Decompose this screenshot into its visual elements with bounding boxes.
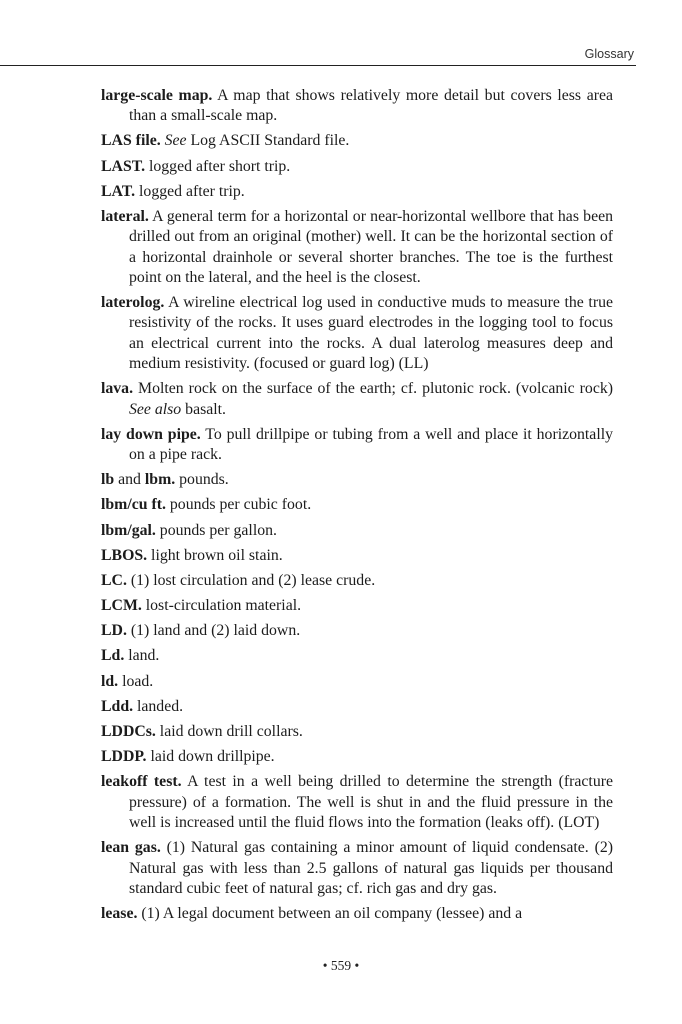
entry-definition: land.: [124, 647, 160, 665]
entry-term: ld.: [101, 672, 119, 690]
glossary-entry: [101, 571, 613, 591]
glossary-entry: [101, 521, 613, 541]
entry-definition: logged after short trip.: [145, 157, 291, 175]
entry-term: LAT.: [101, 182, 136, 200]
glossary-entry: [101, 182, 613, 202]
entry-definition: pounds per gallon.: [155, 521, 277, 539]
entry-definition: (1) Natural gas containing a minor amount of liquid condensate. (2) Natural gas with less than 2.5 gallons of natural gas liquids per thousand standard cubic feet of natural gas; cf. rich gas and dry gas.: [129, 839, 613, 897]
entry-definition: A map that shows relatively more detail but covers less area than a small-scale map.: [129, 87, 613, 125]
glossary-entry: [101, 646, 613, 666]
entry-definition: laid down drill collars.: [155, 723, 303, 741]
glossary-entry: [101, 772, 613, 833]
entry-definition: (1) land and (2) laid down.: [126, 622, 301, 640]
entry-term: lay down pipe.: [101, 425, 201, 443]
entry-definition: load.: [118, 672, 154, 690]
cross-reference-label: See: [164, 132, 187, 150]
entry-term: Ld.: [101, 647, 125, 665]
entry-definition: pounds per cubic foot.: [165, 496, 312, 514]
entry-term: large-scale map.: [101, 87, 213, 104]
entry-term: lease.: [101, 904, 138, 922]
entry-term: LAST.: [101, 157, 146, 175]
glossary-entry: [101, 293, 613, 374]
entry-definition: light brown oil stain.: [147, 546, 283, 564]
header-rule: [0, 65, 636, 66]
glossary-entry: [101, 596, 613, 616]
entry-term: LD.: [101, 622, 127, 640]
header-section-title: Glossary: [584, 47, 634, 61]
entry-term: LAS file.: [101, 132, 161, 150]
entry-term: leakoff test.: [101, 773, 182, 791]
entry-term: lean gas.: [101, 839, 161, 857]
entry-definition: landed.: [133, 697, 184, 715]
entry-term: lava.: [101, 380, 134, 398]
glossary-entry: [101, 157, 613, 177]
entry-definition: and: [114, 471, 145, 489]
entry-term: lbm/gal.: [101, 521, 156, 539]
glossary-entry: [101, 672, 613, 692]
entry-definition: (1) A legal document between an oil company (lessee) and a: [137, 904, 523, 922]
glossary-entry: [101, 86, 613, 127]
glossary-entry: [101, 747, 613, 767]
entry-term: Ldd.: [101, 697, 134, 715]
glossary-entry: [101, 838, 613, 899]
entry-term: lbm/cu ft.: [101, 496, 166, 514]
entry-term: lbm.: [144, 471, 176, 489]
glossary-entry: [101, 722, 613, 742]
glossary-entry: [101, 495, 613, 515]
glossary-entry: [101, 621, 613, 641]
entry-definition: Molten rock on the surface of the earth; cf. plutonic rock. (volcanic rock): [133, 380, 613, 398]
glossary-entry: [101, 904, 613, 924]
entry-definition: A wireline electrical log used in conductive muds to measure the true resistivity of the rocks. It uses guard electrodes in the logging tool to focus an electrical current into the rocks. A dual laterolog measures deep and medium resistivity. (focused or guard log) (LL): [129, 294, 613, 373]
glossary-entry: [101, 379, 613, 420]
entry-term: LBOS.: [101, 546, 148, 564]
entry-definition: basalt.: [181, 400, 226, 418]
entry-term: lb: [101, 471, 115, 489]
entry-term: LDDCs.: [101, 723, 156, 741]
glossary-entry: [101, 470, 613, 490]
entry-definition: Log ASCII Standard file.: [186, 132, 350, 150]
page-number: • 559 •: [322, 958, 360, 973]
entry-definition: laid down drillpipe.: [146, 748, 275, 766]
glossary-entry: [101, 207, 613, 288]
entry-definition: lost-circulation material.: [141, 597, 302, 615]
entry-definition: To pull drillpipe or tubing from a well and place it horizontally on a pipe rack.: [129, 425, 613, 463]
entry-definition: (1) lost circulation and (2) lease crude.: [126, 571, 376, 589]
entry-term: LDDP.: [101, 748, 147, 766]
entry-term: lateral.: [101, 208, 149, 226]
entry-definition: pounds.: [175, 471, 229, 489]
entry-term: laterolog.: [101, 294, 165, 312]
entry-term: LC.: [101, 571, 127, 589]
glossary-entry: [101, 697, 613, 717]
entry-definition: logged after trip.: [135, 182, 245, 200]
glossary-entry: [101, 131, 613, 151]
entry-definition: A test in a well being drilled to determine the strength (fracture pressure) of a formation. The well is shut in and the fluid pressure in the well is increased until the fluid flows into the formation (leaks off). (LOT): [129, 773, 613, 832]
glossary-entries: [101, 86, 613, 929]
glossary-entry: [101, 425, 613, 466]
cross-reference-label: See also: [129, 400, 182, 418]
glossary-entry: [101, 546, 613, 566]
entry-term: LCM.: [101, 597, 142, 615]
entry-definition: A general term for a horizontal or near-horizontal wellbore that has been drilled out from an original (mother) well. It can be the horizontal section of a horizontal drainhole or several shorter branches. The toe is the furthest point on the lateral, and the heel is the closest.: [129, 208, 613, 286]
